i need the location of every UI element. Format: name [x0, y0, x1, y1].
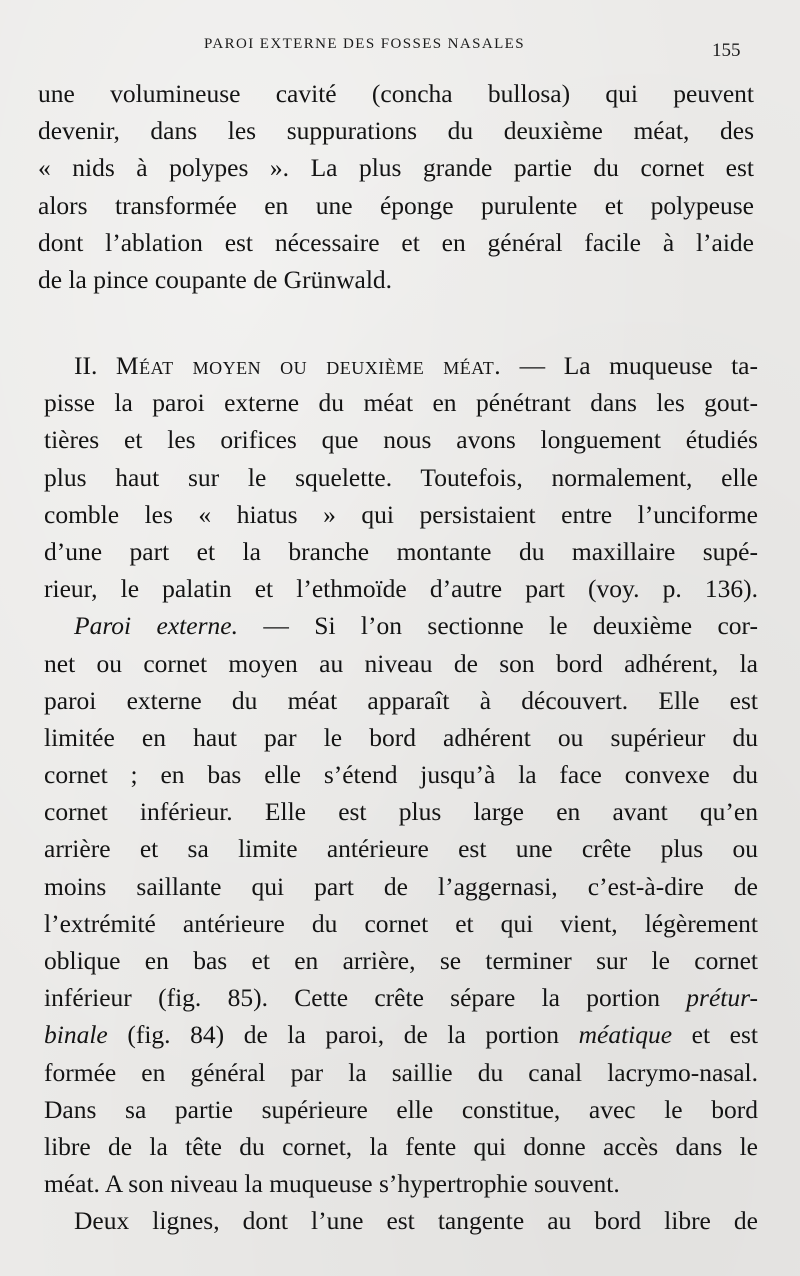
text-line: oblique en bas et en arrière, se terminer sur le cornet — [44, 946, 758, 975]
text-fragment: (fig. 84) de la paroi, de la portion — [107, 1020, 579, 1050]
text-line: « nids à polypes ». La plus grande partie du cornet est — [38, 153, 754, 183]
text-line: devenir, dans les suppurations du deuxième méat, des — [38, 116, 754, 146]
text-line: rieur, le palatin et l’ethmoïde d’autre part (voy. p. 136). — [44, 574, 758, 604]
text-line: de la pince coupante de Grünwald. — [38, 264, 393, 294]
page-number: 155 — [712, 40, 741, 61]
subheading-paroi-externe: Paroi externe. — [74, 611, 238, 641]
text-line: tières et les orifices que nous avons longuement étudiés — [44, 425, 758, 455]
text-line: net ou cornet moyen au niveau de son bord adhérent, la — [44, 648, 758, 678]
text-fragment: — Si l’on sectionne le deuxième cor- — [237, 611, 758, 641]
text-line: plus haut sur le squelette. Toutefois, normalement, elle — [44, 462, 758, 492]
text-line: formée en général par la saillie du canal lacrymo-nasal. — [44, 1057, 758, 1087]
term-meatique: méatique — [578, 1020, 673, 1050]
page-header — [0, 36, 800, 60]
text-line-fig-85 — [44, 979, 758, 1016]
text-line: une volumineuse cavité (concha bullosa) qui peuvent — [38, 79, 754, 108]
section-heading-line — [44, 347, 758, 384]
text-line: arrière et sa limite antérieure est une crête plus ou — [44, 834, 758, 864]
text-line: paroi externe du méat apparaît à découvert. Elle est — [44, 685, 758, 715]
paragraph-paroi-externe-first-line — [44, 607, 758, 644]
running-title: PAROI EXTERNE DES FOSSES NASALES — [204, 36, 525, 52]
text-line: méat. A son niveau la muqueuse s’hypertrophie souvent. — [44, 1169, 620, 1199]
text-line: cornet ; en bas elle s’étend jusqu’à la face convexe du — [44, 760, 758, 790]
section-heading-text: — La muqueuse ta- — [519, 351, 758, 380]
term-preturbinale-end: binale — [44, 1020, 108, 1050]
text-line: libre de la tête du cornet, la fente qui donne accès dans le — [44, 1131, 758, 1161]
term-preturbinale: prétur- — [686, 983, 758, 1013]
text-line-fig-84 — [44, 1016, 758, 1053]
section-meat-moyen — [44, 347, 758, 1240]
section-title: Méat moyen ou deuxième méat. — [115, 351, 502, 380]
text-line: pisse la paroi externe du méat en pénétrant dans les gout- — [44, 388, 758, 418]
text-line: moins saillante qui part de l’aggernasi, c’est-à-dire de — [44, 871, 758, 901]
text-fragment: inférieur (fig. 85). Cette crête sépare la portion — [44, 983, 687, 1013]
paragraph-concha-bullosa — [38, 75, 754, 298]
text-line: l’extrémité antérieure du cornet et qui vient, légèrement — [44, 908, 758, 938]
paragraph-deux-lignes-first-line: Deux lignes, dont l’une est tangente au bord libre de — [74, 1206, 758, 1236]
text-line: Dans sa partie supérieure elle constitue, avec le bord — [44, 1094, 758, 1124]
text-fragment: et est — [672, 1020, 758, 1050]
text-line: comble les « hiatus » qui persistaient entre l’unciforme — [44, 499, 758, 529]
text-line: dont l’ablation est nécessaire et en général facile à l’aide — [38, 227, 754, 257]
text-line: limitée en haut par le bord adhérent ou supérieur du — [44, 722, 758, 752]
section-number: II. — [74, 351, 98, 380]
text-line: alors transformée en une éponge purulente et polypeuse — [38, 190, 754, 220]
text-line: cornet inférieur. Elle est plus large en avant qu’en — [44, 797, 758, 827]
text-line: d’une part et la branche montante du maxillaire supé- — [44, 536, 758, 566]
